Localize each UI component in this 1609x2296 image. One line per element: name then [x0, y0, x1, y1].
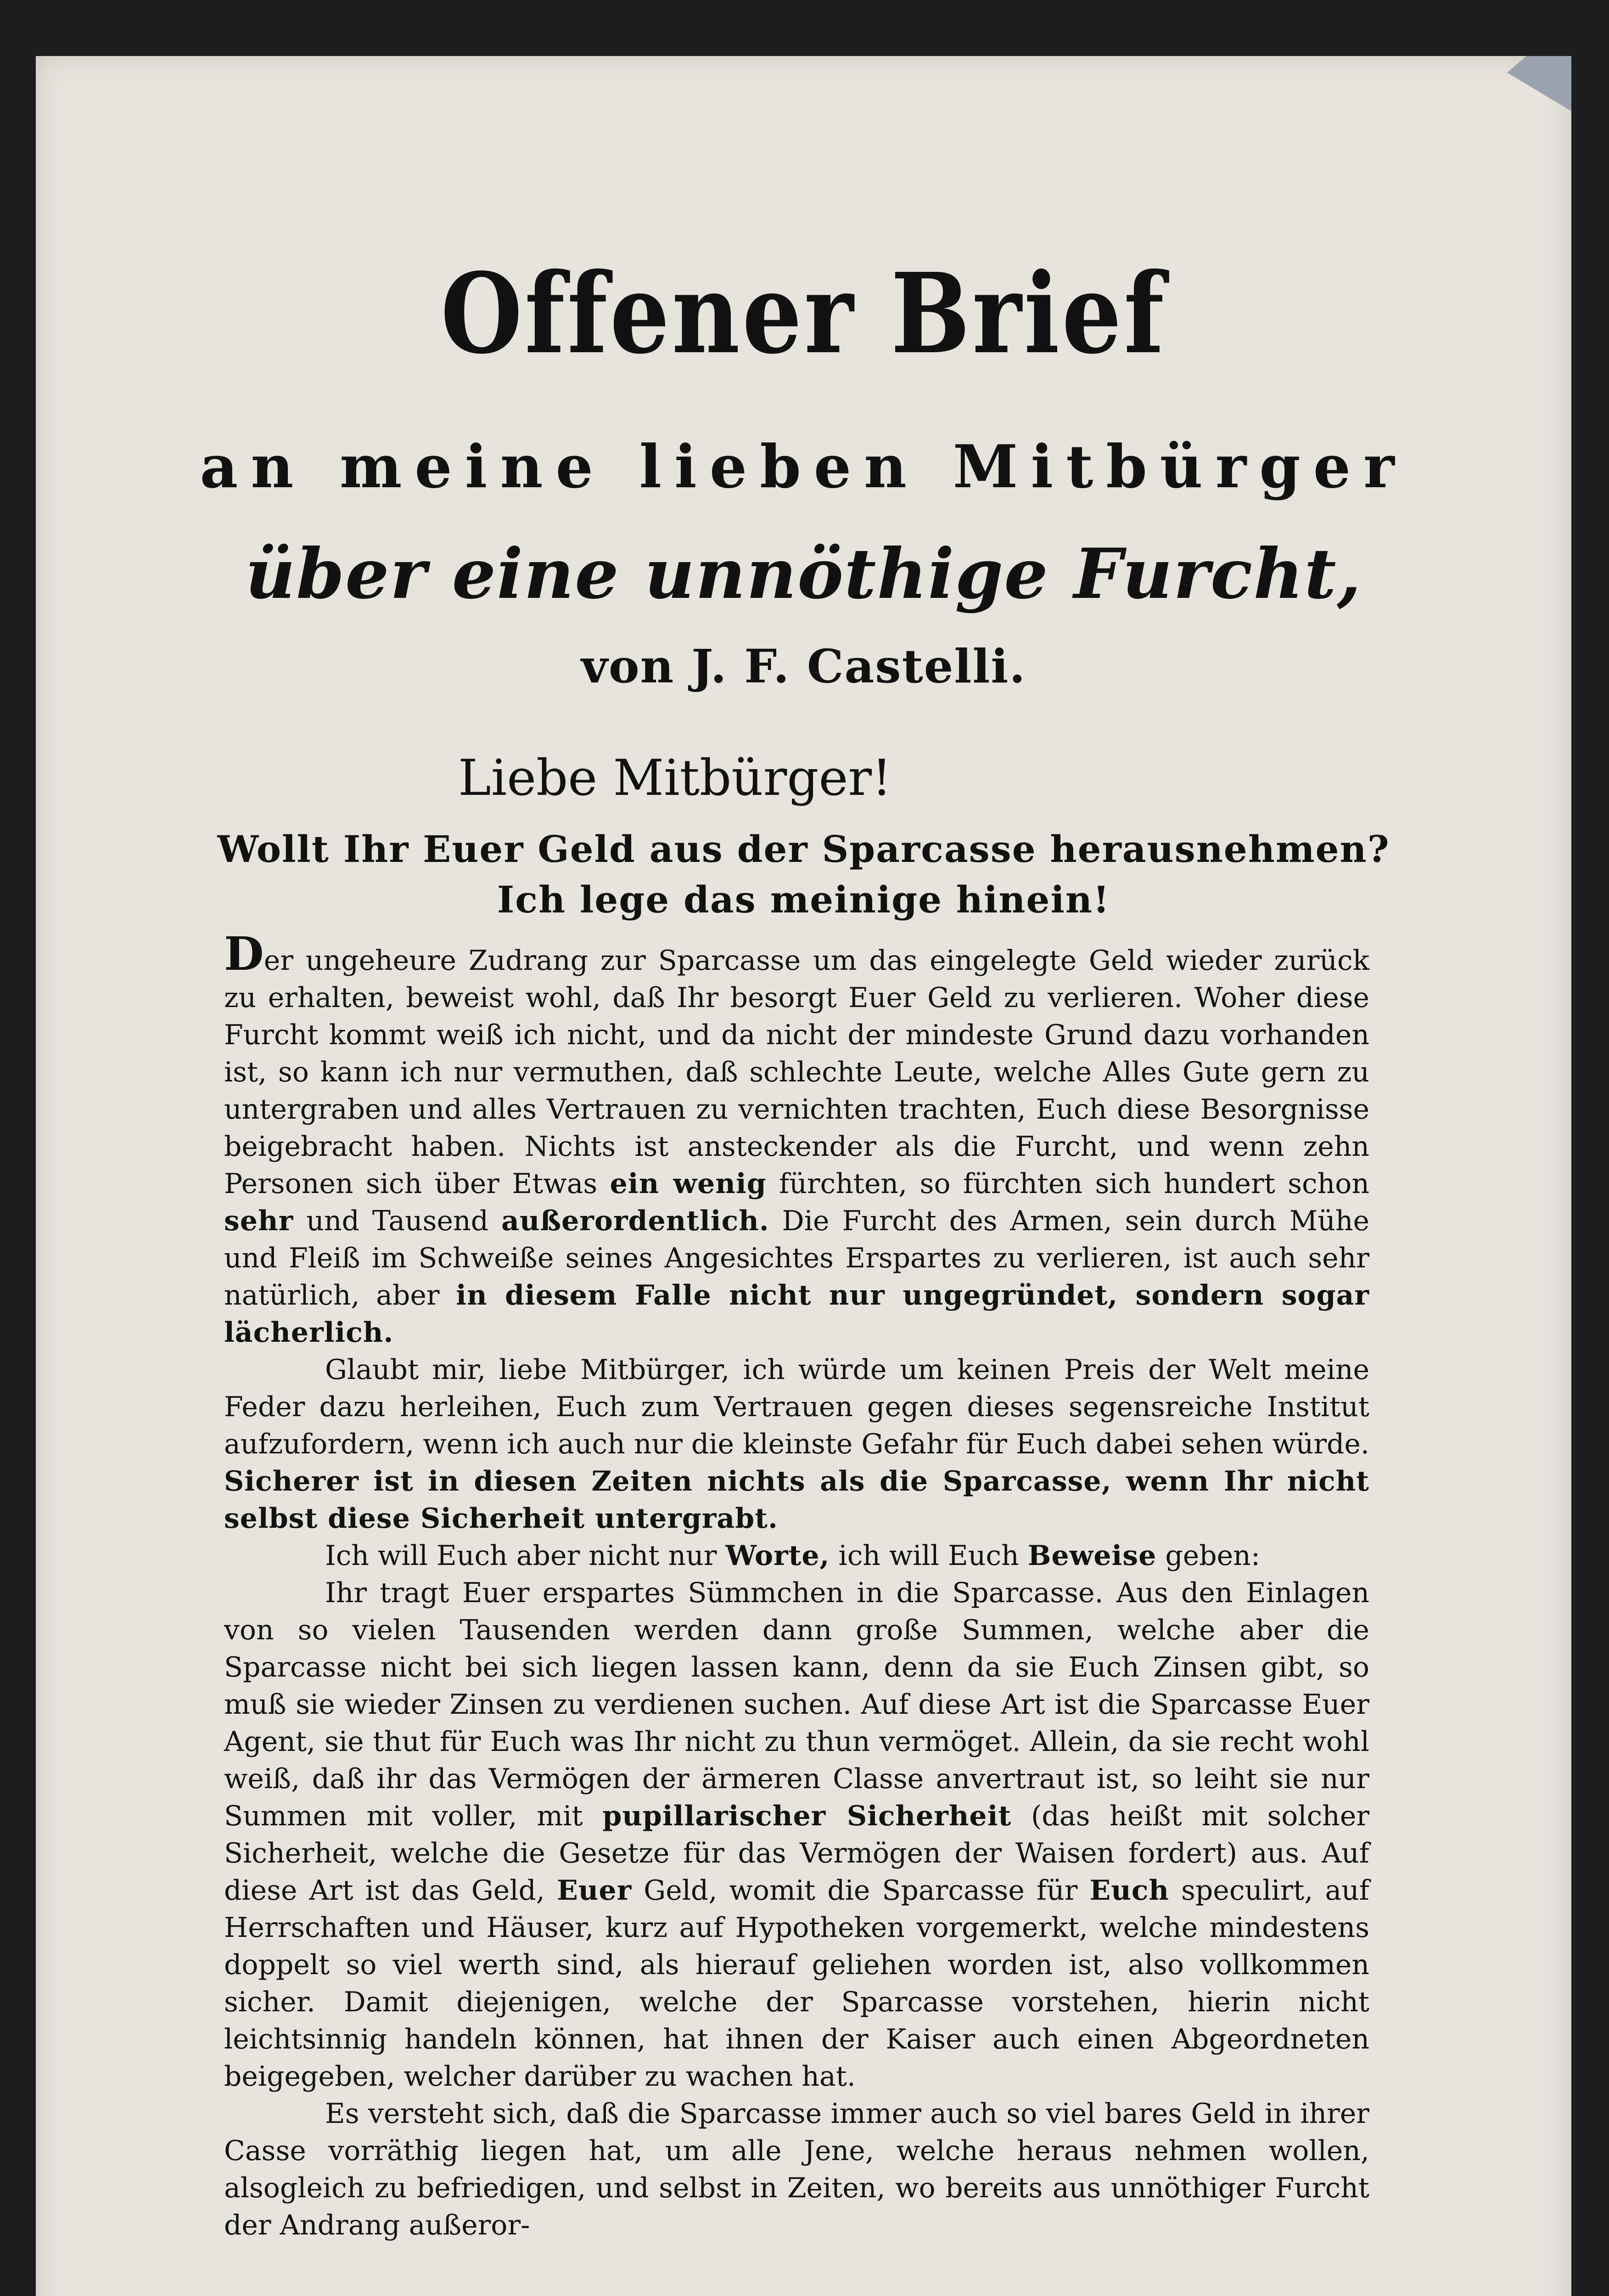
emphasis: Euch — [1089, 1874, 1170, 1907]
salutation: Liebe Mitbürger! — [458, 749, 892, 807]
torn-corner — [1507, 56, 1571, 111]
subtitle-recipients: an meine lieben Mitbürger — [200, 433, 1407, 501]
drop-cap: D — [224, 927, 264, 981]
text-run: Ich will Euch aber nicht nur — [325, 1540, 717, 1572]
text-run: Glaubt mir, liebe Mitbürger, ich würde um keinen Preis der Welt meine Feder dazu herleihen, Euch zum Vertrauen gegen dieses segensreiche Institut aufzufordern, wenn ich auch nur die kleinste Gefahr für Euch dabei sehen würde. — [224, 1354, 1369, 1460]
text-run: fürchten, so fürchten sich hundert schon — [779, 1168, 1370, 1200]
headline-answer: Ich lege das meinige hinein! — [497, 878, 1110, 921]
emphasis: ein wenig — [610, 1168, 767, 1200]
emphasis: Sicherer ist in diesen Zeiten nichts als die Sparcasse, wenn Ihr nicht selbst diese Sicherheit untergrabt. — [224, 1465, 1369, 1535]
text-run: ich will Euch — [838, 1540, 1019, 1572]
paragraph-1 — [224, 927, 1370, 1351]
text-run: Die Furcht des Armen, sein durch Mühe und Fleiß im Schweiße seines Angesichtes Erspartes zu verlieren, ist auch sehr natürlich, aber — [224, 1205, 1370, 1311]
emphasis: pupillarischer Sicherheit — [602, 1800, 1012, 1832]
emphasis: Euer — [557, 1874, 632, 1907]
document-page — [36, 56, 1571, 2296]
paragraph-4 — [224, 1575, 1369, 2095]
text-run: Geld, womit die Sparcasse für — [644, 1874, 1078, 1907]
emphasis: außerordentlich. — [501, 1205, 769, 1237]
text-run: Es versteht sich, daß die Sparcasse immer auch so viel bares Geld in ihrer Casse vorräthig liegen hat, um alle Jene, welche heraus nehmen wollen, alsogleich zu befriedigen, und selbst in Zeiten, wo bereits aus unnöthiger Furcht der Andrang außeror- — [224, 2098, 1369, 2241]
headline-question: Wollt Ihr Euer Geld aus der Sparcasse herausnehmen? — [217, 827, 1390, 871]
text-run: Ihr tragt Euer erspartes Sümmchen in die Sparcasse. Aus den Einlagen von so vielen Tausenden werden dann große Summen, welche aber die Sparcasse nicht bei sich liegen lassen kann, denn da sie Euch Zinsen gibt, so muß sie wieder Zinsen zu verdienen suchen. Auf diese Art ist die Sparcasse Euer Agent, sie thut für Euch was Ihr nicht zu thun vermöget. Allein, da sie recht wohl weiß, daß ihr das Vermögen der ärmeren Classe anvertraut ist, so leiht sie nur Summen mit voller, mit — [224, 1577, 1369, 1832]
text-run: geben: — [1165, 1540, 1261, 1572]
text-run: und Tausend — [306, 1205, 489, 1237]
paragraph-2 — [224, 1351, 1369, 1537]
text-run: (das heißt mit solcher Sicherheit, welche die Gesetze für das Vermögen der Waisen fordert) aus. Auf diese Art ist das Geld, — [224, 1800, 1370, 1907]
emphasis: Worte, — [725, 1540, 830, 1572]
emphasis: Beweise — [1027, 1540, 1157, 1572]
letter-body — [224, 927, 1370, 2244]
emphasis: sehr — [224, 1205, 294, 1237]
page-title: Offener Brief — [441, 249, 1166, 378]
author-byline: von J. F. Castelli. — [581, 639, 1026, 693]
text-run: er ungeheure Zudrang zur Sparcasse um das eingelegte Geld wieder zurück zu erhalten, beweist wohl, daß Ihr besorgt Euer Geld zu verlieren. Woher diese Furcht kommt weiß ich nicht, und da nicht der mindeste Grund dazu vorhanden ist, so kann ich nur vermuthen, daß schlechte Leute, welche Alles Gute gern zu untergraben und alles Vertrauen zu vernichten trachten, Euch diese Besorgnisse beigebracht haben. Nichts ist ansteckender als die Furcht, und wenn zehn Personen sich über Etwas — [224, 945, 1369, 1200]
emphasis: in diesem Falle nicht nur ungegründet, sondern sogar lächerlich. — [224, 1279, 1370, 1349]
text-run: speculirt, auf Herrschaften und Häuser, kurz auf Hypotheken vorgemerkt, welche mindestens doppelt so viel werth sind, als hierauf geliehen worden ist, also vollkommen sicher. Damit diejenigen, welche der Sparcasse vorstehen, hierin nicht leichtsinnig handeln können, hat ihnen der Kaiser auch einen Abgeordneten beigegeben, welcher darüber zu wachen hat. — [224, 1874, 1369, 2093]
paragraph-5 — [224, 2095, 1369, 2244]
paragraph-3 — [224, 1537, 1369, 1575]
subtitle-topic: über eine unnöthige Furcht, — [245, 534, 1362, 614]
